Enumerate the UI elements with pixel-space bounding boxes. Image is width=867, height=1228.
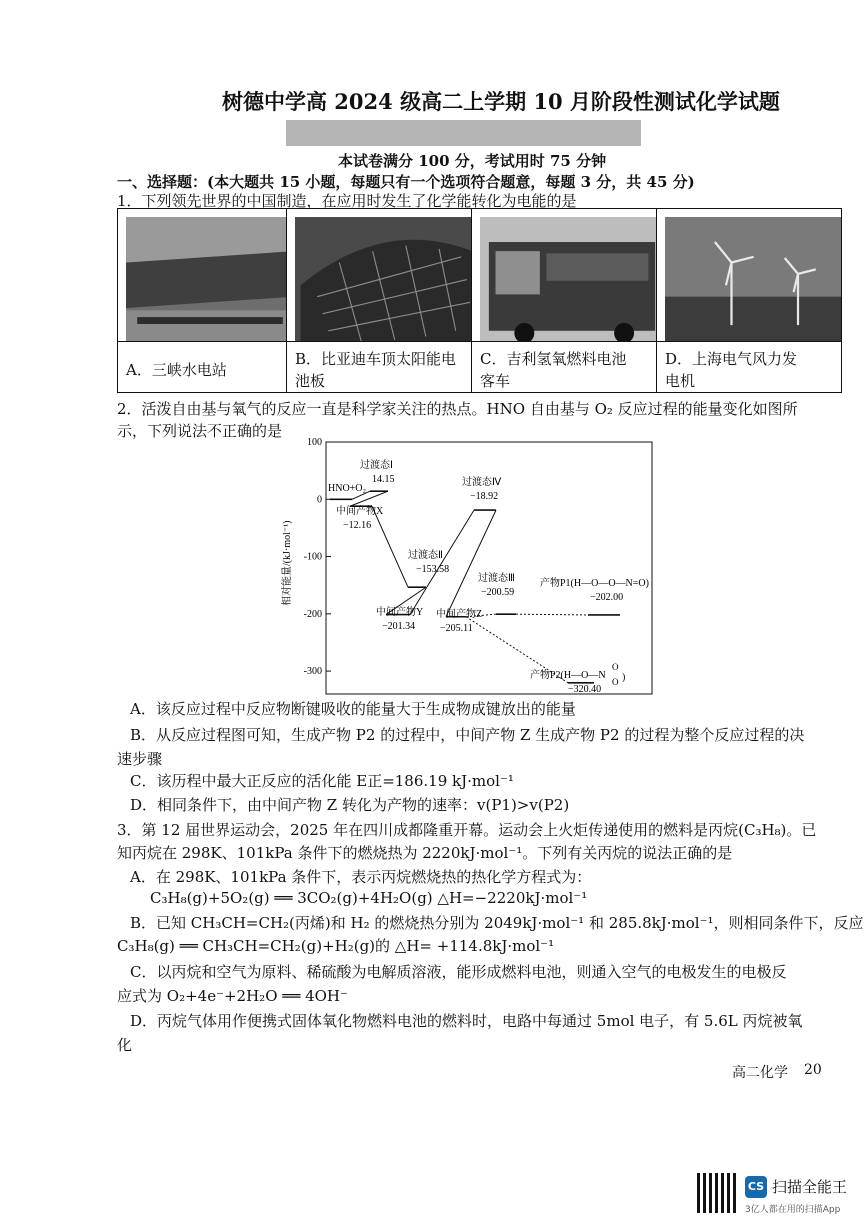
q3-option-c-line1: C．以丙烷和空气为原料、稀硫酸为电解质溶液，能形成燃料电池，则通入空气的电极发生的电极反	[130, 963, 787, 981]
q2-option-a: A．该反应过程中反应物断键吸收的能量大于生成物成键放出的能量	[130, 700, 576, 718]
connector	[372, 506, 408, 587]
label-z: 中间产物Z	[436, 609, 483, 620]
q3-option-a-line1: A．在 298K、101kPa 条件下，表示丙烷燃烧热的热化学方程式为：	[130, 868, 592, 886]
footer-subject: 高二化学	[732, 1065, 788, 1081]
q3-option-a-equation: C₃H₈(g)+5O₂(g) ══ 3CO₂(g)+4H₂O(g) △H=−2220kJ·mol⁻¹	[150, 889, 588, 907]
y-axis-label: 相对能量/(kJ·mol⁻¹)	[282, 520, 293, 606]
state-labels	[328, 458, 649, 695]
label-p2: 产物P2(H—O—N	[530, 670, 606, 681]
label-ts4-value: −18.92	[470, 491, 499, 502]
label-y: 中间产物Y	[376, 607, 424, 618]
energy-profile-chart	[268, 436, 668, 698]
q2-option-b-line2: 速步骤	[117, 750, 163, 768]
q3-option-d-line1: D．丙烷气体用作便携式固体氧化物燃料电池的燃料时，电路中每通过 5mol 电子，有 5.6L 丙烷被氧	[130, 1012, 803, 1030]
q1-options-table	[117, 208, 842, 393]
section-heading: 一、选择题：(本大题共 15 小题，每题只有一个选项符合题意，每题 3 分，共 45 分)	[117, 173, 695, 191]
y-tick-label: 0	[317, 494, 322, 506]
label-ts1: 过渡态Ⅰ	[360, 460, 393, 471]
p2-paren: )	[622, 672, 626, 683]
label-p1: 产物P1(H—O—O—N=O)	[540, 578, 649, 589]
footer-page-number: 20	[804, 1062, 822, 1078]
label-ts2-value: −153.58	[416, 564, 450, 575]
label-x: 中间产物X	[336, 506, 384, 517]
q1-option-b: B．比亚迪车顶太阳能电 池板	[295, 350, 457, 390]
scanner-tagline: 3亿人都在用的扫描App	[745, 1205, 841, 1215]
p2-oxygen-2: O	[612, 677, 619, 687]
q1-option-a: A．三峡水电站	[126, 361, 227, 379]
label-ts3: 过渡态Ⅲ	[478, 573, 515, 584]
q3-option-b-line2: C₃H₈(g) ══ CH₃CH=CH₂(g)+H₂(g)的 △H= +114.8kJ·mol⁻¹	[117, 937, 555, 955]
connector	[516, 614, 588, 615]
y-axis-ticks	[304, 437, 331, 677]
q3-option-d-line2: 化	[117, 1036, 133, 1054]
photo-wind-turbine	[657, 209, 841, 341]
photo-hydropower	[118, 209, 286, 341]
q2-stem-line1: 2．活泼自由基与氧气的反应一直是科学家关注的热点。HNO 自由基与 O₂ 反应过程的能量变化如图所	[117, 400, 798, 418]
scanner-app-name: 扫描全能王	[772, 1178, 848, 1196]
label-y-value: −201.34	[382, 621, 416, 632]
q1-option-d: D．上海电气风力发 电机	[665, 350, 798, 390]
q3-stem-line2: 知丙烷在 298K、101kPa 条件下的燃烧热为 2220kJ·mol⁻¹。下列有关丙烷的说法正确的是	[117, 844, 733, 862]
redaction-bar	[286, 120, 641, 146]
label-p2-value: −320.40	[568, 684, 602, 695]
label-ts4: 过渡态Ⅳ	[462, 477, 502, 488]
q3-stem-line1: 3．第 12 届世界运动会，2025 年在四川成都隆重开幕。运动会上火炬传递使用的燃料是丙烷(C₃H₈)。已	[117, 821, 817, 839]
label-ts1-value: 14.15	[372, 474, 395, 485]
q2-option-b-line1: B．从反应过程图可知，生成产物 P2 的过程中，中间产物 Z 生成产物 P2 的过程为整个反应过程的决	[130, 726, 805, 744]
exam-info: 本试卷满分 100 分，考试用时 75 分钟	[338, 152, 607, 170]
y-tick-label: -200	[303, 608, 322, 620]
q3-option-c-line2: 应式为 O₂+4e⁻+2H₂O ══ 4OH⁻	[117, 987, 348, 1005]
connector	[410, 510, 474, 614]
label-z-value: −205.11	[440, 623, 473, 634]
y-tick-label: 100	[307, 437, 322, 448]
q1-stem: 1．下列领先世界的中国制造，在应用时发生了化学能转化为电能的是	[117, 192, 577, 210]
label-ts2: 过渡态Ⅱ	[408, 550, 443, 561]
q1-option-c: C．吉利氢氧燃料电池 客车	[480, 350, 627, 390]
scanner-logo: CS	[745, 1176, 767, 1198]
connector	[446, 510, 496, 617]
label-start: HNO+O₂	[328, 483, 367, 494]
y-tick-label: -300	[303, 666, 322, 678]
qr-code	[697, 1173, 737, 1213]
q2-option-c: C．该历程中最大正反应的活化能 E正=186.19 kJ·mol⁻¹	[130, 772, 514, 790]
y-tick-label: -100	[303, 551, 322, 563]
photo-solar-roof	[287, 209, 471, 341]
q2-option-d: D．相同条件下，由中间产物 Z 转化为产物的速率：v(P1)>v(P2)	[130, 796, 570, 814]
label-x-value: −12.16	[343, 520, 372, 531]
q3-option-b-line1: B．已知 CH₃CH=CH₂(丙烯)和 H₂ 的燃烧热分别为 2049kJ·mol⁻¹ 和 285.8kJ·mol⁻¹，则相同条件下，反应	[130, 914, 864, 932]
page-title: 树德中学高 2024 级高二上学期 10 月阶段性测试化学试题	[222, 89, 780, 114]
q2-stem-line2: 示，下列说法不正确的是	[117, 422, 283, 440]
label-ts3-value: −200.59	[481, 587, 515, 598]
p2-oxygen-1: O	[612, 662, 619, 672]
photo-hydrogen-bus	[472, 209, 656, 341]
label-p1-value: −202.00	[590, 592, 624, 603]
